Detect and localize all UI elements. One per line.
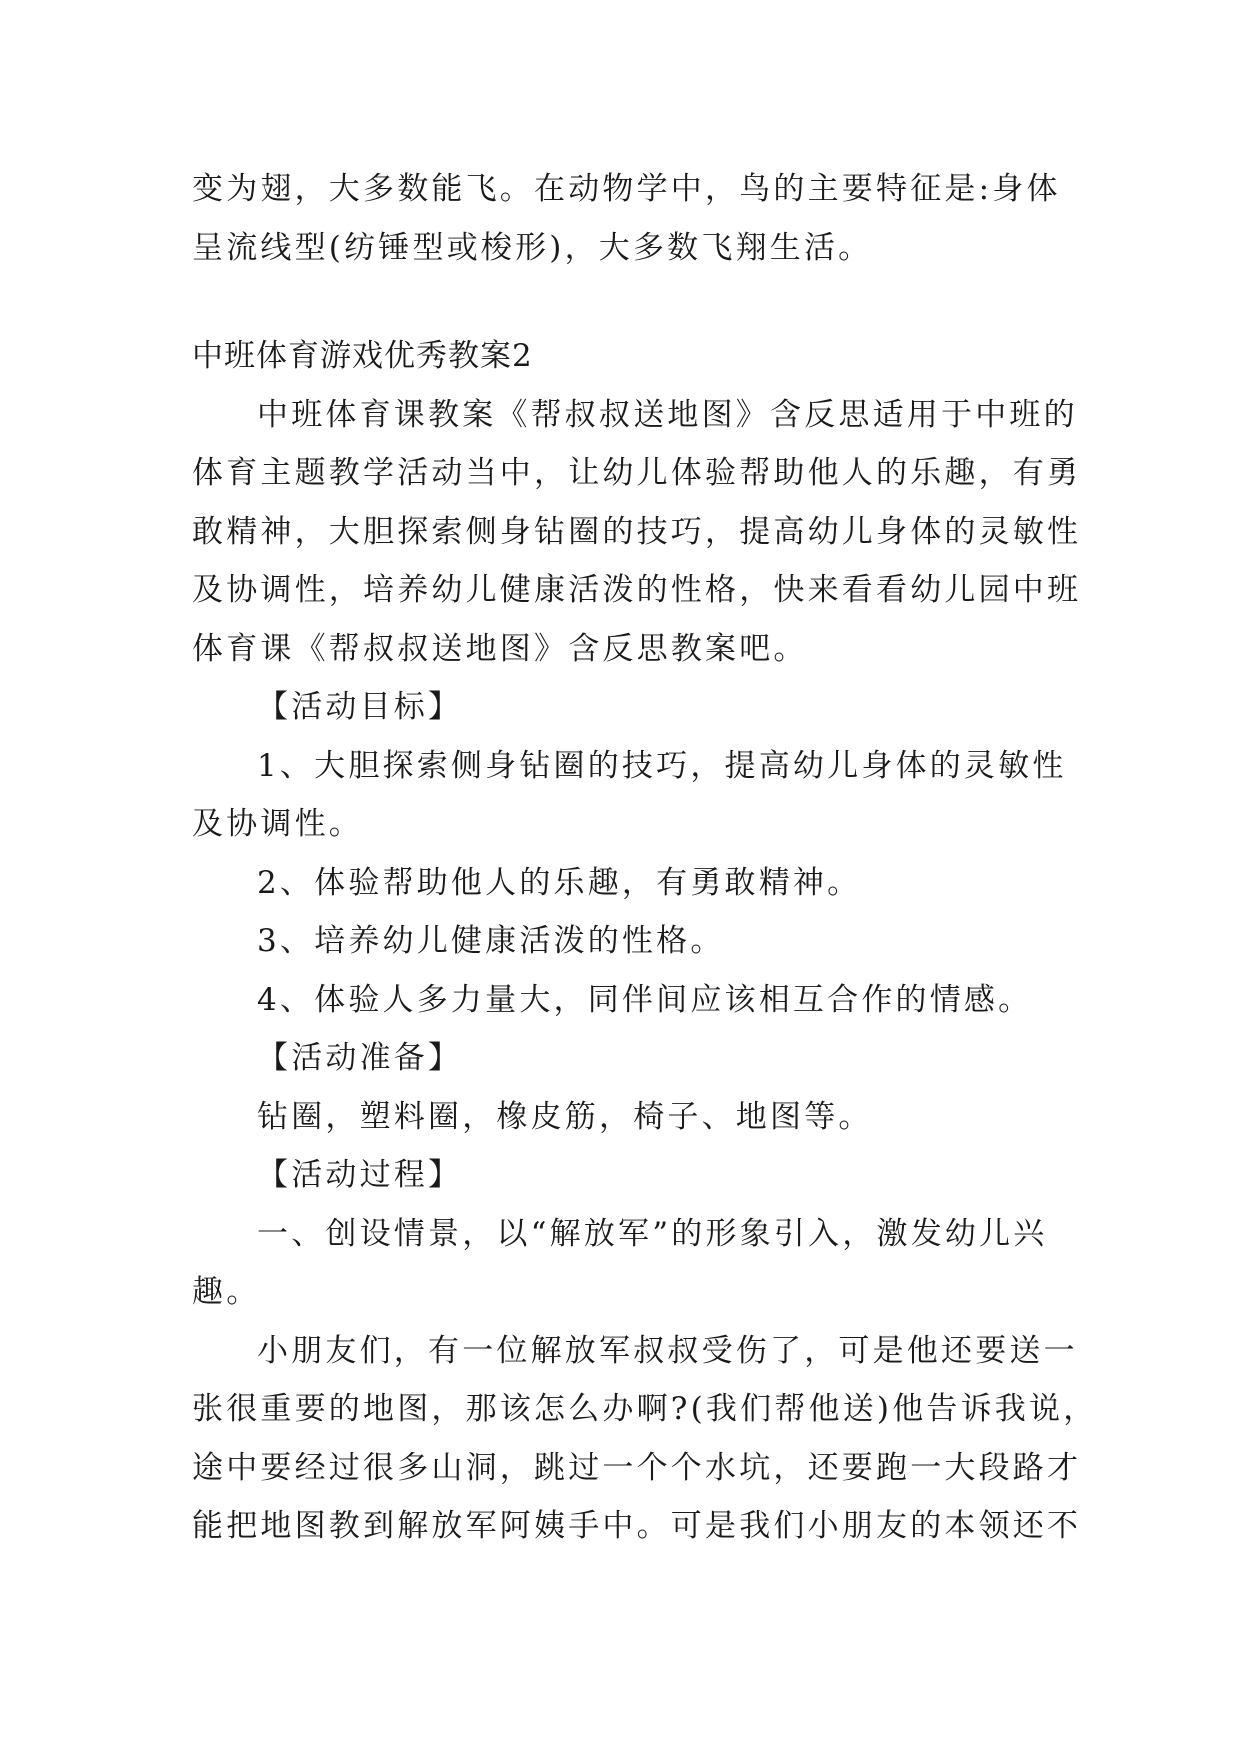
paragraph-line: 中班体育课教案《帮叔叔送地图》含反思适用于中班的 — [257, 396, 1078, 433]
intro-line: 呈流线型(纺锤型或梭形)，大多数飞翔生活。 — [192, 229, 873, 266]
paragraph-line: 及协调性，培养幼儿健康活泼的性格，快来看看幼儿园中班 — [192, 572, 1082, 608]
step-line: 一、创设情景，以“解放军”的形象引入，激发幼儿兴 — [257, 1215, 1048, 1252]
paragraph-line: 体育课《帮叔叔送地图》含反思教案吧。 — [192, 630, 808, 667]
goal-item: 1、大胆探索侧身钻圈的技巧，提高幼儿身体的灵敏性 — [257, 747, 1067, 784]
intro-line: 变为翅，大多数能飞。在动物学中，鸟的主要特征是:身体 — [192, 171, 1061, 207]
goal-item: 2、体验帮助他人的乐趣，有勇敢精神。 — [257, 864, 862, 901]
prep-title: 【活动准备】 — [257, 1040, 463, 1076]
goal-item-continued: 及协调性。 — [192, 806, 363, 842]
story-line: 途中要经过很多山洞，跳过一个个水坑，还要跑一大段路才 — [192, 1449, 1082, 1486]
goals-title: 【活动目标】 — [257, 689, 463, 725]
paragraph-line: 体育主题教学活动当中，让幼儿体验帮助他人的乐趣，有勇 — [192, 455, 1082, 491]
section-heading: 中班体育游戏优秀教案2 — [192, 338, 533, 374]
paragraph-line: 敢精神，大胆探索侧身钻圈的技巧，提高幼儿身体的灵敏性 — [192, 513, 1082, 550]
process-title: 【活动过程】 — [257, 1157, 463, 1193]
story-line: 张很重要的地图，那该怎么办啊?(我们帮他送)他告诉我说， — [192, 1391, 1098, 1427]
step-line: 趣。 — [192, 1274, 261, 1310]
story-line: 小朋友们，有一位解放军叔叔受伤了，可是他还要送一 — [257, 1332, 1078, 1369]
story-line: 能把地图教到解放军阿姨手中。可是我们小朋友的本领还不 — [192, 1508, 1082, 1544]
document-page — [192, 160, 1098, 1556]
goal-item: 4、体验人多力量大，同伴间应该相互合作的情感。 — [257, 981, 1033, 1018]
prep-text: 钻圈，塑料圈，橡皮筋，椅子、地图等。 — [257, 1098, 873, 1135]
goal-item: 3、培养幼儿健康活泼的性格。 — [257, 923, 725, 959]
